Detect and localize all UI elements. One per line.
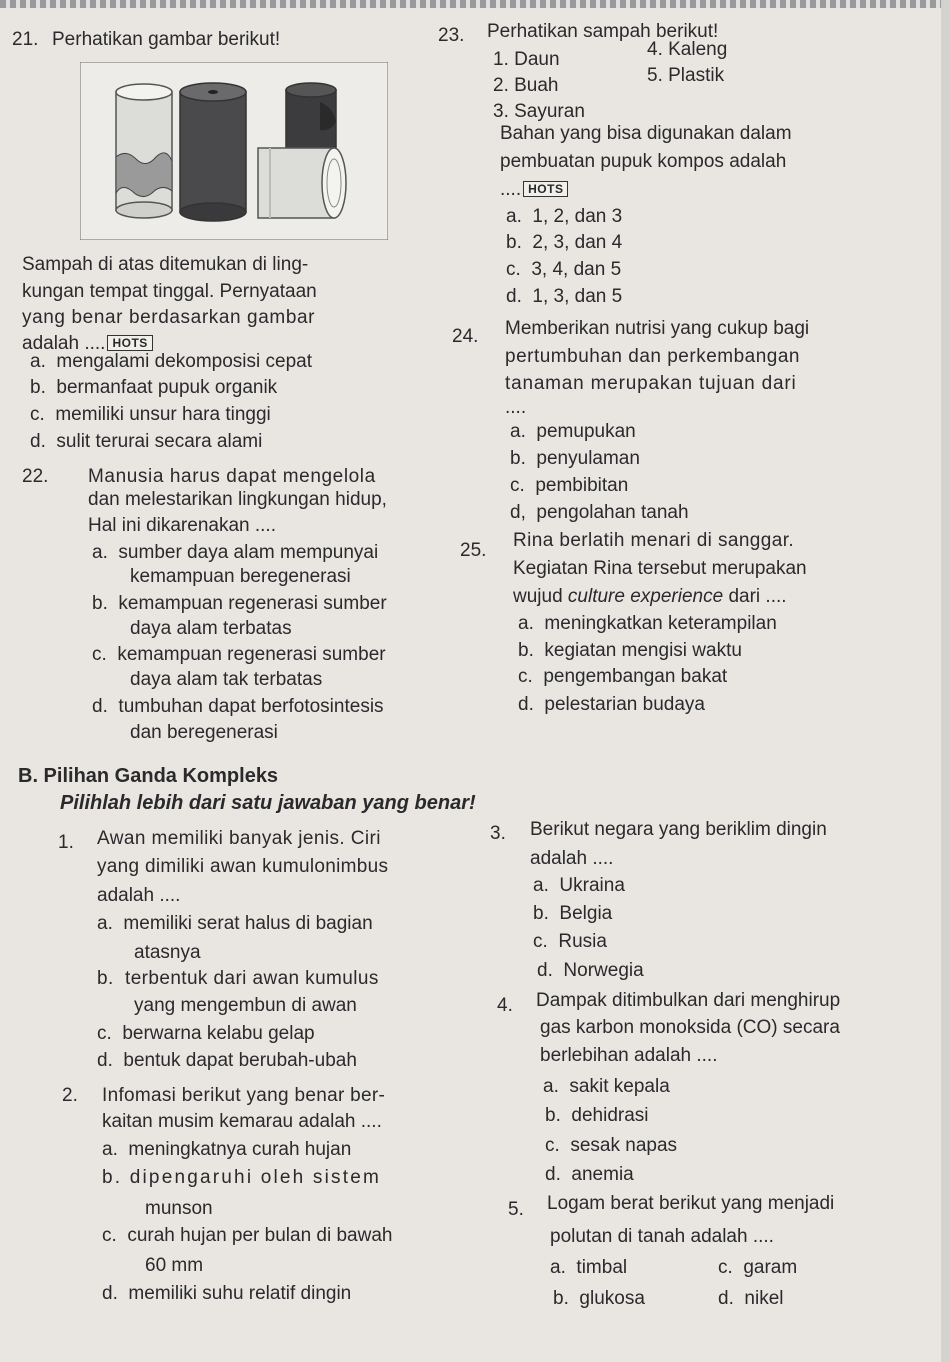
q25-line3-post: dari .... (723, 586, 787, 607)
q25-text-line-1: Rina berlatih menari di sanggar. (513, 530, 795, 551)
b2-option-c-cont: 60 mm (145, 1255, 204, 1276)
q24-text-line-3: tanaman merupakan tujuan dari (505, 373, 797, 394)
option-text: nikel (744, 1288, 784, 1309)
option-letter: a. (533, 875, 549, 896)
option-text: memiliki suhu relatif dingin (128, 1283, 352, 1304)
option-letter: d. (92, 696, 108, 717)
option-text: dipengaruhi oleh sistem (129, 1167, 382, 1188)
option-letter: c. (30, 404, 45, 425)
q24-option-b[interactable] (510, 449, 640, 468)
b2-option-b[interactable] (102, 1168, 381, 1187)
option-letter: b. (102, 1167, 123, 1188)
q23-option-c[interactable] (506, 260, 621, 279)
option-text: 1, 3, dan 5 (532, 286, 623, 307)
q22-option-a[interactable] (92, 543, 378, 562)
option-text: glukosa (579, 1288, 645, 1309)
option-text: sulit terurai secara alami (56, 431, 263, 452)
q23-text-line-2: pembuatan pupuk kompos adalah (500, 151, 787, 172)
option-letter: d. (518, 694, 534, 715)
option-text: Belgia (559, 903, 613, 924)
b5-text-line-2: polutan di tanah adalah .... (550, 1226, 774, 1247)
option-letter: c. (92, 644, 107, 665)
q23-item-1: 1. Daun (493, 49, 560, 70)
option-letter: d, (510, 502, 526, 523)
option-letter: b. (30, 377, 46, 398)
q22-option-d[interactable] (92, 697, 384, 716)
option-letter: d. (545, 1164, 561, 1185)
b4-option-a[interactable] (543, 1077, 670, 1096)
option-letter: d. (102, 1283, 118, 1304)
q22-option-c-cont: daya alam tak terbatas (130, 669, 323, 690)
option-letter: a. (550, 1257, 566, 1278)
b2-text-line-2: kaitan musim kemarau adalah .... (102, 1111, 382, 1132)
option-letter: a. (510, 421, 526, 442)
b4-text-line-3: berlebihan adalah .... (540, 1045, 718, 1066)
q25-text-line-3 (513, 587, 787, 606)
q21-text-line-2: kungan tempat tinggal. Pernyataan (22, 281, 317, 302)
option-text: memiliki unsur hara tinggi (55, 404, 271, 425)
option-text: bentuk dapat berubah-ubah (123, 1050, 357, 1071)
q25-line3-pre: wujud (513, 586, 568, 607)
option-text: Ukraina (559, 875, 625, 896)
b1-option-a[interactable] (97, 914, 373, 933)
option-letter: b. (97, 968, 114, 989)
option-letter: c. (533, 931, 548, 952)
option-text: tumbuhan dapat berfotosintesis (118, 696, 384, 717)
option-text: penyulaman (536, 448, 640, 469)
option-letter: a. (518, 613, 534, 634)
b5-number: 5. (508, 1199, 524, 1220)
b1-text-line-2: yang dimiliki awan kumulonimbus (97, 856, 389, 877)
b1-option-b-cont: yang mengembun di awan (134, 995, 357, 1016)
b2-option-c[interactable] (102, 1226, 392, 1245)
option-text: terbentuk dari awan kumulus (125, 968, 379, 989)
option-letter: a. (543, 1076, 559, 1097)
option-text: meningkatnya curah hujan (128, 1139, 352, 1160)
section-b-title: B. Pilihan Ganda Kompleks (18, 765, 279, 787)
b5-option-d[interactable] (718, 1289, 784, 1308)
option-letter: a. (97, 913, 113, 934)
q23-text-line-1: Bahan yang bisa digunakan dalam (500, 123, 792, 144)
q22-text-line-1: Manusia harus dapat mengelola (88, 466, 376, 487)
q23-number: 23. (438, 25, 465, 46)
q21-text-line-1: Sampah di atas ditemukan di ling- (22, 254, 309, 275)
b3-text-line-1: Berikut negara yang beriklim dingin (530, 819, 827, 840)
b5-option-a[interactable] (550, 1258, 627, 1277)
option-text: pengolahan tanah (536, 502, 689, 523)
option-text: garam (743, 1257, 798, 1278)
q25-text-line-2: Kegiatan Rina tersebut merupakan (513, 558, 807, 579)
option-text: memiliki serat halus di bagian (123, 913, 373, 934)
option-letter: c. (518, 666, 533, 687)
b1-option-b[interactable] (97, 969, 379, 988)
q24-text-line-4: .... (505, 397, 527, 418)
q25-option-d[interactable] (518, 695, 705, 714)
option-text: kegiatan mengisi waktu (544, 640, 742, 661)
q24-text-line-2: pertumbuhan dan perkembangan (505, 346, 800, 367)
option-letter: d. (537, 960, 553, 981)
top-edge-strip (0, 0, 949, 8)
option-text: timbal (576, 1257, 628, 1278)
option-letter: a. (102, 1139, 118, 1160)
option-text: Norwegia (563, 960, 644, 981)
option-text: pembibitan (535, 475, 629, 496)
q22-number: 22. (22, 466, 49, 487)
q24-option-d[interactable] (510, 503, 689, 522)
q21-option-a[interactable] (30, 352, 312, 371)
b4-option-b[interactable] (545, 1106, 649, 1125)
option-letter: b. (510, 448, 526, 469)
option-letter: b. (518, 640, 534, 661)
q23-prompt: Perhatikan sampah berikut! (487, 21, 719, 42)
q21-text-line-3: yang benar berdasarkan gambar (22, 307, 316, 328)
q25-line3-italic: culture experience (567, 586, 724, 607)
q23-item-4: 4. Kaleng (647, 39, 728, 60)
option-letter: c. (718, 1257, 733, 1278)
b4-text-line-2: gas karbon monoksida (CO) secara (540, 1017, 840, 1038)
option-text: kemampuan regenerasi sumber (117, 644, 386, 665)
q21-option-c[interactable] (30, 405, 271, 424)
q24-option-c[interactable] (510, 476, 628, 495)
option-text: berwarna kelabu gelap (122, 1023, 315, 1044)
q22-text-line-3: Hal ini dikarenakan .... (88, 515, 276, 536)
section-b-instruction: Pilihlah lebih dari satu jawaban yang benar! (60, 792, 476, 814)
b4-text-line-1: Dampak ditimbulkan dari menghirup (536, 990, 841, 1011)
b3-option-c[interactable] (533, 932, 607, 951)
option-text: 3, 4, dan 5 (531, 259, 622, 280)
hots-badge: HOTS (107, 335, 152, 351)
option-letter: c. (97, 1023, 112, 1044)
q25-option-b[interactable] (518, 641, 742, 660)
option-text: sesak napas (570, 1135, 678, 1156)
option-letter: b. (506, 232, 522, 253)
q23-option-a[interactable] (506, 207, 622, 226)
q22-option-a-cont: kemampuan beregenerasi (130, 566, 351, 587)
option-letter: c. (545, 1135, 560, 1156)
q23-answer-stem: .... (500, 179, 522, 200)
b3-option-a[interactable] (533, 876, 625, 895)
b5-option-c[interactable] (718, 1258, 797, 1277)
option-text: kemampuan regenerasi sumber (118, 593, 387, 614)
b2-option-d[interactable] (102, 1284, 351, 1303)
b2-option-a[interactable] (102, 1140, 351, 1159)
option-letter: a. (92, 542, 108, 563)
q22-option-c[interactable] (92, 645, 386, 664)
option-letter: b. (92, 593, 108, 614)
option-text: pengembangan bakat (543, 666, 728, 687)
q21-option-b[interactable] (30, 378, 277, 397)
q24-text-line-1: Memberikan nutrisi yang cukup bagi (505, 318, 810, 339)
option-letter: c. (102, 1225, 117, 1246)
q24-option-a[interactable] (510, 422, 636, 441)
b1-number: 1. (58, 832, 74, 853)
option-letter: c. (510, 475, 525, 496)
b1-option-a-cont: atasnya (134, 942, 201, 963)
b2-option-b-cont: munson (145, 1198, 213, 1219)
b3-option-b[interactable] (533, 904, 612, 923)
b1-option-c[interactable] (97, 1024, 315, 1043)
q23-option-b[interactable] (506, 233, 622, 252)
option-text: curah hujan per bulan di bawah (127, 1225, 393, 1246)
b3-option-d[interactable] (537, 961, 644, 980)
b2-number: 2. (62, 1085, 78, 1106)
q22-option-b-cont: daya alam terbatas (130, 618, 292, 639)
option-text: sumber daya alam mempunyai (118, 542, 379, 563)
option-letter: a. (30, 351, 46, 372)
b3-text-line-2: adalah .... (530, 848, 614, 869)
q21-option-d[interactable] (30, 432, 262, 451)
option-text: sakit kepala (569, 1076, 670, 1097)
option-letter: d. (30, 431, 46, 452)
q23-text-line-3 (500, 180, 568, 199)
q25-option-a[interactable] (518, 614, 777, 633)
option-letter: d. (506, 286, 522, 307)
q22-text-line-2: dan melestarikan lingkungan hidup, (88, 489, 387, 510)
tin-cans-illustration-icon (80, 62, 388, 240)
q23-item-5: 5. Plastik (647, 65, 725, 86)
b4-option-d[interactable] (545, 1165, 634, 1184)
option-text: Rusia (558, 931, 607, 952)
b5-option-b[interactable] (553, 1289, 645, 1308)
option-text: pemupukan (536, 421, 636, 442)
hots-badge: HOTS (523, 181, 568, 197)
q21-number: 21. (12, 29, 39, 50)
q21-answer-stem: adalah .... (22, 333, 106, 354)
option-text: anemia (571, 1164, 634, 1185)
q22-option-b[interactable] (92, 594, 387, 613)
b1-text-line-1: Awan memiliki banyak jenis. Ciri (97, 828, 381, 849)
option-letter: a. (506, 206, 522, 227)
q21-prompt: Perhatikan gambar berikut! (52, 29, 281, 50)
option-letter: c. (506, 259, 521, 280)
q23-item-3: 3. Sayuran (493, 101, 585, 122)
q25-option-c[interactable] (518, 667, 727, 686)
b4-number: 4. (497, 995, 513, 1016)
option-text: pelestarian budaya (544, 694, 705, 715)
q24-number: 24. (452, 326, 479, 347)
option-text: dehidrasi (571, 1105, 649, 1126)
option-text: 1, 2, dan 3 (532, 206, 623, 227)
option-letter: d. (97, 1050, 113, 1071)
b2-text-line-1: Infomasi berikut yang benar ber- (102, 1085, 386, 1106)
option-letter: b. (533, 903, 549, 924)
q25-number: 25. (460, 540, 487, 561)
option-text: mengalami dekomposisi cepat (56, 351, 312, 372)
option-text: 2, 3, dan 4 (532, 232, 623, 253)
q23-option-d[interactable] (506, 287, 622, 306)
b5-text-line-1: Logam berat berikut yang menjadi (547, 1193, 835, 1214)
b1-option-d[interactable] (97, 1051, 357, 1070)
option-text: bermanfaat pupuk organik (56, 377, 278, 398)
q22-option-d-cont: dan beregenerasi (130, 722, 278, 743)
b1-text-line-3: adalah .... (97, 885, 181, 906)
right-page-edge (941, 0, 949, 1362)
option-text: meningkatkan keterampilan (544, 613, 777, 634)
option-letter: b. (545, 1105, 561, 1126)
option-letter: d. (718, 1288, 734, 1309)
q23-item-2: 2. Buah (493, 75, 559, 96)
option-letter: b. (553, 1288, 569, 1309)
b4-option-c[interactable] (545, 1136, 677, 1155)
b3-number: 3. (490, 823, 506, 844)
